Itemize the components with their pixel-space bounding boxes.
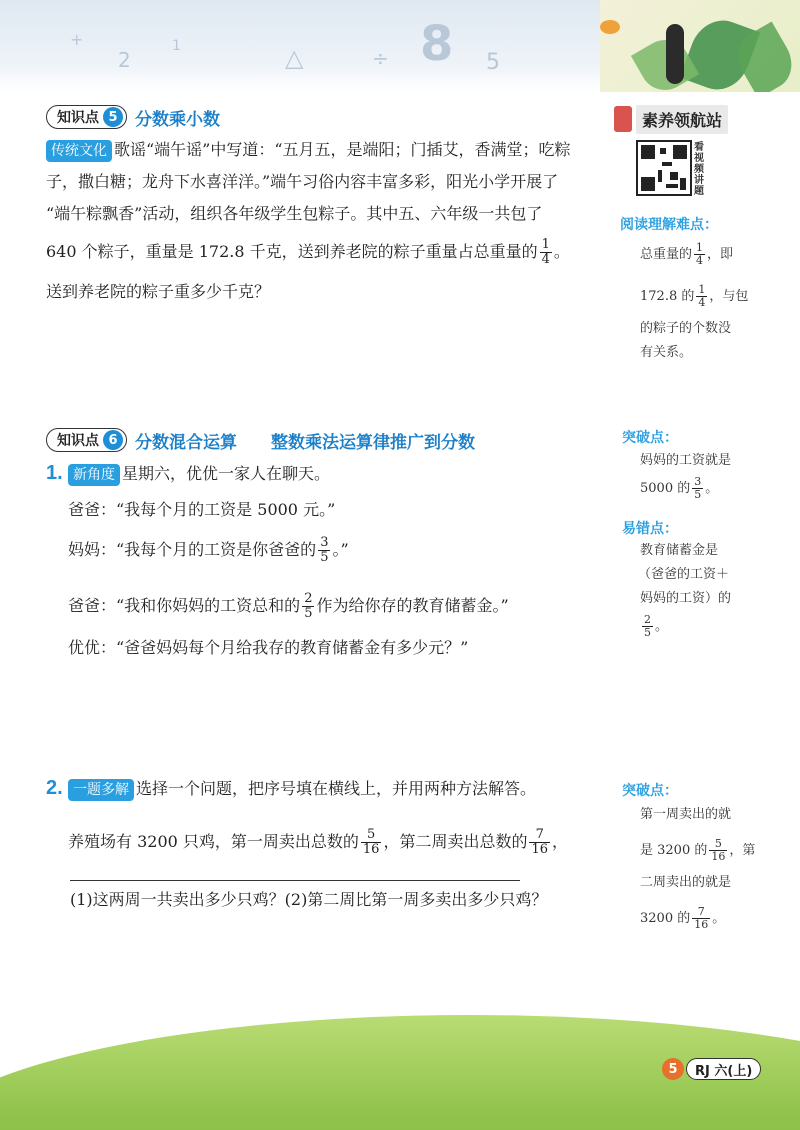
knowledge-point-label: 知识点 bbox=[57, 433, 99, 449]
dialogue-line: 优优：“爸爸妈妈每个月给我存的教育储蓄金有多少元？” bbox=[68, 638, 469, 657]
tag-new-angle: 新角度 bbox=[68, 464, 120, 486]
sidebar-line: 教育储蓄金是 bbox=[640, 543, 719, 558]
sidebar-line: 172.8 的 $\frac{1}{4}$ ，与包 bbox=[640, 283, 749, 309]
triangle-decoration: △ bbox=[285, 44, 304, 72]
qr-code[interactable] bbox=[636, 140, 692, 196]
question-number: 1. bbox=[46, 462, 63, 484]
sidebar-title: 素养领航站 bbox=[614, 104, 762, 134]
tag-traditional-culture: 传统文化 bbox=[46, 140, 112, 162]
dialogue-line: 爸爸：“我和你妈妈的工资总和的 $\frac{2}{5}$ 作为给你存的教育储蓄金。” bbox=[68, 591, 509, 621]
knowledge-point-number: 5 bbox=[103, 107, 123, 127]
problem-line: 子，撒白糖；龙舟下水喜洋洋。”端午习俗内容丰富多彩，阳光小学开展了 bbox=[46, 172, 559, 191]
breakthrough-heading: 突破点： bbox=[622, 430, 678, 446]
problem-line: 新角度 星期六，优优一家人在聊天。 bbox=[68, 464, 330, 486]
section5-header bbox=[46, 104, 220, 130]
mistake-heading: 易错点： bbox=[622, 521, 678, 537]
digit-decoration: 1 bbox=[172, 38, 181, 54]
sidebar-line: $\frac{2}{5}$ 。 bbox=[644, 613, 669, 639]
knowledge-point-badge bbox=[46, 105, 127, 129]
dialogue-line: 爸爸：“我每个月的工资是 5000 元。” bbox=[68, 500, 336, 519]
sidebar-line: 妈妈的工资就是 bbox=[640, 453, 732, 468]
sidebar-line: 第一周卖出的就 bbox=[640, 807, 732, 822]
fraction: $\frac{2}{5}$ bbox=[304, 591, 313, 621]
plant-illustration bbox=[600, 0, 800, 92]
page-number: 5 bbox=[662, 1058, 684, 1080]
question-options: (1)这两周一共卖出多少只鸡？(2)第二周比第一周多卖出多少只鸡？ bbox=[70, 890, 548, 909]
section-title: 分数混合运算 bbox=[135, 432, 237, 453]
digit-decoration: 2 bbox=[118, 48, 131, 72]
section-subtitle: 整数乘法运算律推广到分数 bbox=[271, 432, 475, 453]
problem-line: 一题多解 选择一个问题，把序号填在横线上，并用两种方法解答。 bbox=[68, 779, 536, 801]
fraction: $\frac{5}{16}$ bbox=[362, 827, 380, 857]
question-number: 2. bbox=[46, 777, 63, 799]
sidebar-line: 的粽子的个数没 bbox=[640, 321, 732, 336]
problem-line: 640 个粽子，重量是 172.8 千克，送到养老院的粽子重量占总重量的 $\frac{1}{4}$ 。 bbox=[46, 237, 570, 267]
sidebar-line: （爸爸的工资＋ bbox=[638, 567, 730, 582]
sidebar-line: 3200 的 $\frac{7}{16}$ 。 bbox=[640, 905, 726, 931]
tag-multiple-solutions: 一题多解 bbox=[68, 779, 134, 801]
sidebar-line: 5000 的 $\frac{3}{5}$ 。 bbox=[640, 475, 719, 501]
digit-decoration: 5 bbox=[486, 50, 500, 75]
dialogue-line: 妈妈：“我每个月的工资是你爸爸的 $\frac{3}{5}$ 。” bbox=[68, 535, 349, 565]
sidebar-line: 总重量的 $\frac{1}{4}$ ，即 bbox=[640, 241, 734, 267]
sidebar-line: 妈妈的工资）的 bbox=[640, 591, 732, 606]
divide-decoration: ÷ bbox=[372, 46, 389, 70]
sidebar-line: 有关系。 bbox=[640, 345, 693, 360]
plus-decoration: + bbox=[70, 30, 84, 49]
bookmark-icon bbox=[614, 106, 632, 132]
edition-label: RJ 六(上) bbox=[686, 1058, 761, 1080]
qr-label: 看视频讲题 bbox=[694, 142, 704, 197]
section-title: 分数乘小数 bbox=[135, 109, 220, 130]
fraction: $\frac{7}{16}$ bbox=[531, 827, 549, 857]
problem-line: 养殖场有 3200 只鸡，第一周卖出总数的 $\frac{5}{16}$ ，第二周卖出总数的 $\frac{7}{16}$ ， bbox=[68, 827, 569, 857]
problem-question: 送到养老院的粽子重多少千克？ bbox=[46, 282, 271, 301]
reading-difficulty-heading: 阅读理解难点： bbox=[620, 217, 718, 233]
problem-line: “端午粽飘香”活动，组织各年级学生包粽子。其中五、六年级一共包了 bbox=[46, 204, 543, 223]
breakthrough-heading: 突破点： bbox=[622, 783, 678, 799]
fraction: $\frac{1}{4}$ bbox=[541, 237, 550, 267]
knowledge-point-label: 知识点 bbox=[57, 110, 99, 126]
answer-blank-line[interactable] bbox=[70, 880, 520, 881]
knowledge-point-badge bbox=[46, 428, 127, 452]
digit-decoration: 8 bbox=[420, 16, 454, 72]
knowledge-point-number: 6 bbox=[103, 430, 123, 450]
section6-header bbox=[46, 427, 475, 453]
problem-line: 传统文化 歌谣“端午谣”中写道：“五月五，是端阳；门插艾，香满堂；吃粽 bbox=[46, 140, 571, 162]
sidebar-line: 是 3200 的 $\frac{5}{16}$ ，第 bbox=[640, 837, 756, 863]
fraction: $\frac{3}{5}$ bbox=[320, 535, 329, 565]
header-band bbox=[0, 0, 800, 92]
sidebar-line: 二周卖出的就是 bbox=[640, 875, 732, 890]
